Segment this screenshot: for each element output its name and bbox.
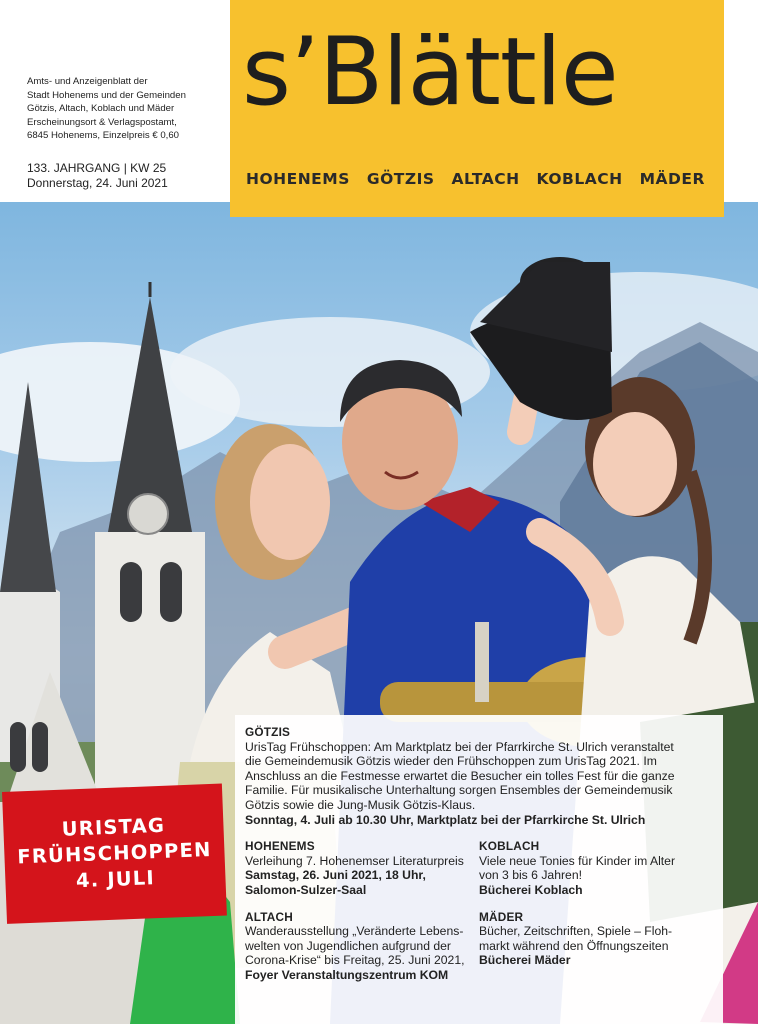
event-badge — [2, 784, 227, 924]
publisher-line: Götzis, Altach, Koblach und Mäder — [27, 103, 175, 115]
event-detail: Foyer Veranstaltungszentrum KOM — [245, 967, 449, 982]
event-text: Wanderausstellung „Veränderte Lebens- — [245, 924, 464, 939]
town-hohenems: HOHENEMS — [246, 170, 350, 188]
badge-line: FRÜHSCHOPPEN — [16, 838, 212, 869]
event-text: welten von Jugendlichen aufgrund der — [245, 938, 451, 953]
event-detail: Bücherei Mäder — [479, 953, 571, 968]
event-heading: HOHENEMS — [245, 839, 315, 854]
event-text: markt während den Öffnungszeiten — [479, 938, 669, 953]
masthead — [230, 0, 724, 217]
town-altach: ALTACH — [451, 170, 520, 188]
main-story-heading: GÖTZIS — [245, 725, 291, 739]
event-heading: ALTACH — [245, 909, 293, 924]
main-story-line: Götzis sowie die Jung-Musik Götzis-Klaus. — [245, 797, 476, 812]
event-text: Bücher, Zeitschriften, Spiele – Floh- — [479, 924, 673, 939]
main-story-line: Familie. Für musikalische Unterhaltung sorgen Ensembles der Gemeindemusik — [245, 783, 673, 798]
event-text: von 3 bis 6 Jahren! — [479, 868, 582, 883]
publisher-line: Stadt Hohenems und der Gemeinden — [27, 89, 186, 101]
events-box — [235, 715, 723, 1024]
publisher-line: 6845 Hohenems, Einzelpreis € 0,60 — [27, 130, 179, 142]
event-maeder — [479, 910, 713, 968]
issue-volume: 133. JAHRGANG | KW 25 — [27, 161, 167, 175]
publisher-line: Erscheinungsort & Verlagspostamt, — [27, 116, 177, 128]
publisher-line: Amts- und Anzeigenblatt der — [27, 76, 148, 87]
issue-info — [27, 161, 227, 191]
event-detail: Salomon-Sulzer-Saal — [245, 882, 367, 897]
events-column-right — [479, 839, 713, 994]
event-detail: Bücherei Koblach — [479, 882, 583, 897]
badge-line: 4. JULI — [75, 866, 156, 893]
event-hohenems — [245, 839, 479, 897]
badge-line: URISTAG — [61, 813, 166, 841]
events-columns — [245, 839, 713, 994]
event-text: Corona-Krise“ bis Freitag, 25. Juni 2021, — [245, 953, 465, 968]
event-heading: MÄDER — [479, 909, 524, 924]
main-story-line: Anschluss an die Festmesse erwartet die Besucher ein tolles Fest für die ganze — [245, 768, 675, 783]
hat-illustration — [470, 257, 612, 420]
main-story — [245, 725, 713, 827]
town-goetzis: GÖTZIS — [366, 170, 435, 188]
event-koblach — [479, 839, 713, 897]
publisher-info — [27, 75, 227, 143]
town-koblach: KOBLACH — [536, 170, 623, 188]
event-text: Verleihung 7. Hohenemser Literaturpreis — [245, 853, 464, 868]
event-altach — [245, 910, 479, 983]
issue-date: Donnerstag, 24. Juni 2021 — [27, 176, 168, 190]
main-story-line: die Gemeindemusik Götzis wieder den Frühschoppen zum UrisTag 2021. Im — [245, 754, 657, 769]
event-heading: KOBLACH — [479, 839, 540, 854]
main-story-line: UrisTag Frühschoppen: Am Marktplatz bei der Pfarrkirche St. Ulrich veranstaltet — [245, 739, 674, 754]
town-list — [246, 170, 705, 188]
town-maeder: MÄDER — [639, 170, 705, 188]
masthead-title: s’Blättle — [242, 18, 618, 127]
event-detail: Samstag, 26. Juni 2021, 18 Uhr, — [245, 868, 426, 883]
events-column-left — [245, 839, 479, 994]
main-story-detail: Sonntag, 4. Juli ab 10.30 Uhr, Marktplatz bei der Pfarrkirche St. Ulrich — [245, 812, 646, 827]
event-text: Viele neue Tonies für Kinder im Alter — [479, 853, 676, 868]
